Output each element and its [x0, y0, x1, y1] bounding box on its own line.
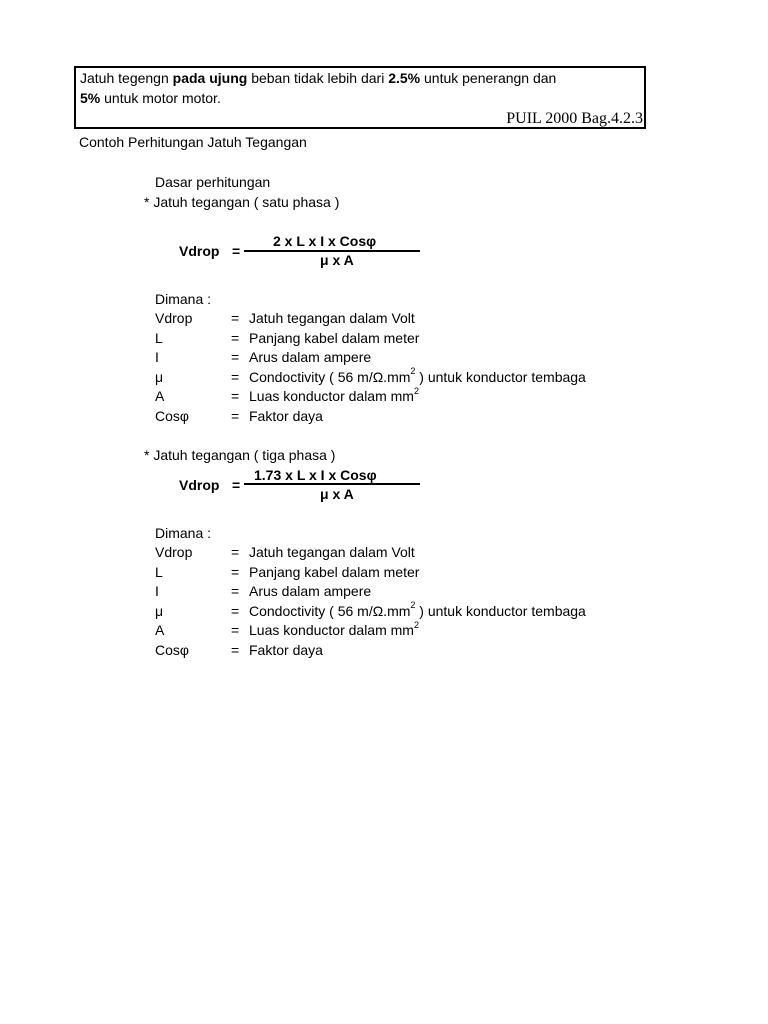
- fraction-line: [244, 483, 420, 485]
- definition-text-tail: ) untuk konductor tembaga: [415, 602, 586, 619]
- superscript: 2: [413, 619, 419, 630]
- definition-description: [249, 407, 323, 425]
- definition-text: Panjang kabel dalam meter: [249, 563, 420, 580]
- definition-text: Arus dalam ampere: [249, 583, 372, 600]
- definition-symbol: μ: [155, 368, 164, 385]
- formula-denominator: μ x A: [320, 486, 354, 502]
- basis-heading: Dasar perhitungan: [155, 174, 271, 190]
- superscript: 2: [410, 366, 416, 377]
- definition-text: Condoctivity ( 56 m/Ω.mm: [249, 368, 411, 385]
- definition-equals: =: [231, 388, 240, 405]
- notice-text: untuk penerangn dan: [420, 70, 557, 86]
- definition-equals: =: [231, 544, 240, 560]
- definition-description: [249, 329, 419, 347]
- definition-symbol: I: [155, 583, 159, 600]
- definition-equals: =: [231, 368, 240, 385]
- definition-equals: =: [231, 583, 240, 600]
- definition-equals: =: [231, 622, 240, 639]
- definition-text: Condoctivity ( 56 m/Ω.mm: [249, 602, 411, 619]
- definition-equals: =: [231, 642, 240, 658]
- definition-text: Faktor daya: [249, 408, 323, 424]
- definition-symbol: I: [155, 349, 159, 366]
- definition-symbol: L: [155, 563, 163, 580]
- where-label: Dimana :: [155, 525, 212, 541]
- definition-equals: =: [231, 408, 240, 424]
- superscript: 2: [413, 385, 419, 396]
- definition-description: [249, 348, 371, 366]
- superscript: 2: [410, 600, 416, 611]
- definition-description: [249, 543, 415, 561]
- notice-text: Jatuh tegengn: [80, 70, 173, 86]
- definition-symbol: μ: [155, 602, 164, 619]
- definition-text: Panjang kabel dalam meter: [249, 329, 420, 346]
- formula-lhs: Vdrop: [179, 243, 220, 259]
- definition-text: Jatuh tegangan dalam Volt: [249, 544, 415, 560]
- definition-equals: =: [231, 602, 240, 619]
- formula-numerator: 1.73 x L x I x Cosφ: [254, 467, 377, 483]
- formula-numerator: 2 x L x I x Cosφ: [273, 233, 377, 249]
- formula-lhs: Vdrop: [179, 477, 220, 493]
- notice-text: beban tidak lebih dari: [247, 70, 389, 86]
- definition-symbol: L: [155, 329, 163, 346]
- definition-description: [249, 602, 586, 620]
- definition-description: [249, 309, 415, 327]
- definition-equals: =: [231, 563, 240, 580]
- definition-description: [249, 582, 371, 600]
- definition-symbol: Vdrop: [155, 310, 193, 326]
- definition-text: Luas konductor dalam mm: [249, 622, 414, 639]
- notice-emphasis: 2.5%: [388, 70, 421, 86]
- notice-line-1: [80, 69, 556, 87]
- where-label: Dimana :: [155, 291, 212, 307]
- notice-line-2: [80, 89, 221, 107]
- definition-symbol: Vdrop: [155, 544, 193, 560]
- definition-description: [249, 387, 419, 405]
- reference-label: PUIL 2000 Bag.4.2.3: [506, 110, 643, 127]
- definition-symbol: A: [155, 388, 165, 405]
- single-phase-heading: * Jatuh tegangan ( satu phasa ): [144, 194, 340, 210]
- formula-denominator: μ x A: [320, 252, 354, 268]
- definition-symbol: Cosφ: [155, 642, 189, 658]
- definition-text: Luas konductor dalam mm: [249, 388, 414, 405]
- definition-text: Arus dalam ampere: [249, 349, 372, 366]
- three-phase-heading: * Jatuh tegangan ( tiga phasa ): [144, 447, 336, 463]
- definition-description: [249, 368, 586, 386]
- definition-description: [249, 621, 419, 639]
- notice-emphasis: pada ujung: [172, 70, 248, 86]
- page-title: Contoh Perhitungan Jatuh Tegangan: [79, 134, 307, 150]
- definition-description: [249, 563, 419, 581]
- definition-symbol: Cosφ: [155, 408, 189, 424]
- definition-equals: =: [231, 329, 240, 346]
- formula-equals: =: [232, 477, 241, 493]
- definition-equals: =: [231, 349, 240, 366]
- definition-text: Faktor daya: [249, 642, 323, 658]
- notice-box: [74, 66, 646, 129]
- definition-equals: =: [231, 310, 240, 326]
- formula-equals: =: [232, 243, 241, 259]
- definition-description: [249, 641, 323, 659]
- definition-text-tail: ) untuk konductor tembaga: [415, 368, 586, 385]
- definition-text: Jatuh tegangan dalam Volt: [249, 310, 415, 326]
- notice-text: untuk motor motor.: [100, 90, 221, 106]
- notice-emphasis: 5%: [80, 90, 101, 106]
- definition-symbol: A: [155, 622, 165, 639]
